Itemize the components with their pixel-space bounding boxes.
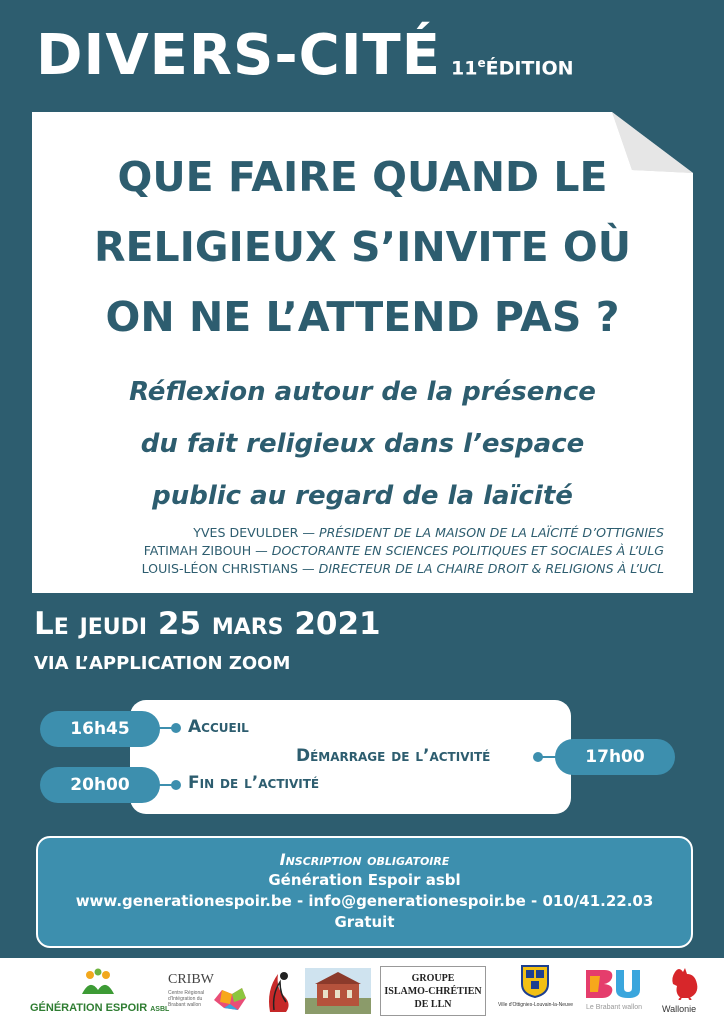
edition-label: 11eÉDITION bbox=[451, 55, 574, 79]
speaker-role: DOCTORANTE EN SCIENCES POLITIQUES ET SOCIALES À L’ULG bbox=[271, 543, 664, 558]
price-label: Gratuit bbox=[334, 913, 395, 931]
schedule-label: Accueil bbox=[188, 717, 249, 737]
time-pill: 16h45 bbox=[40, 711, 160, 747]
question-line: QUE FAIRE QUAND LE bbox=[117, 153, 608, 201]
time-pill: 20h00 bbox=[40, 767, 160, 803]
subtitle-line: du fait religieux dans l’espace bbox=[140, 429, 585, 459]
people-icon bbox=[78, 968, 118, 998]
cribw-logo: CRIBW Centre Régional d'Intégration du Brabant wallon bbox=[168, 958, 252, 1024]
subtitle-line: Réflexion autour de la présence bbox=[129, 377, 596, 407]
registration-title: Inscription obligatoire bbox=[279, 850, 450, 869]
building-logo bbox=[305, 958, 371, 1024]
question-line: ON NE L’ATTEND PAS ? bbox=[105, 293, 620, 341]
speaker-item: FATIMAH ZIBOUH — DOCTORANTE EN SCIENCES POLITIQUES ET SOCIALES À L’ULG bbox=[143, 543, 664, 558]
event-platform: VIA L’APPLICATION ZOOM bbox=[34, 653, 291, 674]
timeline-dot bbox=[171, 723, 181, 733]
groupe-islamo-chretien-logo: GROUPE ISLAMO-CHRÉTIEN DE LLN bbox=[378, 958, 488, 1024]
event-date: Le jeudi 25 mars 2021 bbox=[34, 606, 381, 642]
question-line: RELIGIEUX S’INVITE OÙ bbox=[93, 223, 632, 271]
main-question bbox=[32, 142, 693, 352]
coat-of-arms-icon bbox=[520, 964, 550, 998]
rooster-icon bbox=[667, 966, 703, 1000]
silhouette-icon bbox=[262, 966, 298, 1016]
timeline-dot bbox=[171, 780, 181, 790]
generation-espoir-logo: GÉNÉRATION ESPOIR ASBL bbox=[30, 958, 160, 1024]
subtitle-line: public au regard de la laïcité bbox=[152, 481, 573, 511]
time-pill: 17h00 bbox=[555, 739, 675, 775]
brabant-wallon-logo: Le Brabant wallon bbox=[582, 958, 656, 1024]
event-header bbox=[36, 23, 574, 88]
puzzle-map-icon bbox=[212, 984, 248, 1014]
wallonie-logo: Wallonie bbox=[660, 958, 710, 1024]
registration-box bbox=[36, 836, 693, 948]
event-brand: DIVERS-CITÉ bbox=[36, 23, 441, 88]
speaker-item: LOUIS-LÉON CHRISTIANS — DIRECTEUR DE LA CHAIRE DROIT & RELIGIONS À L’UCL bbox=[141, 561, 664, 576]
speaker-role: DIRECTEUR DE LA CHAIRE DROIT & RELIGIONS À L’UCL bbox=[318, 561, 664, 576]
organizer-name: Génération Espoir asbl bbox=[268, 871, 461, 889]
bw-letters-icon bbox=[584, 968, 646, 1000]
speaker-role: PRÉSIDENT DE LA MAISON DE LA LAÏCITÉ D’OTTIGNIES bbox=[319, 525, 664, 540]
contact-details[interactable]: www.generationespoir.be - info@generationespoir.be - 010/41.22.03 bbox=[75, 892, 654, 910]
ville-ottignies-logo: Ville d'Ottignies-Louvain-la-Neuve bbox=[498, 958, 574, 1024]
speaker-name: LOUIS-LÉON CHRISTIANS bbox=[141, 561, 299, 576]
building-icon bbox=[305, 968, 371, 1014]
speaker-name: FATIMAH ZIBOUH bbox=[143, 543, 252, 558]
speaker-name: YVES DEVULDER bbox=[193, 525, 299, 540]
schedule-label: Démarrage de l’activité bbox=[296, 746, 491, 766]
speaker-item: YVES DEVULDER — PRÉSIDENT DE LA MAISON DE LA LAÏCITÉ D’OTTIGNIES bbox=[193, 525, 664, 540]
partner-logos-bar bbox=[0, 958, 724, 1024]
figure-logo bbox=[262, 958, 298, 1024]
speaker-list bbox=[24, 524, 664, 578]
event-subtitle bbox=[32, 366, 693, 522]
schedule-label: Fin de l’activité bbox=[188, 773, 320, 793]
